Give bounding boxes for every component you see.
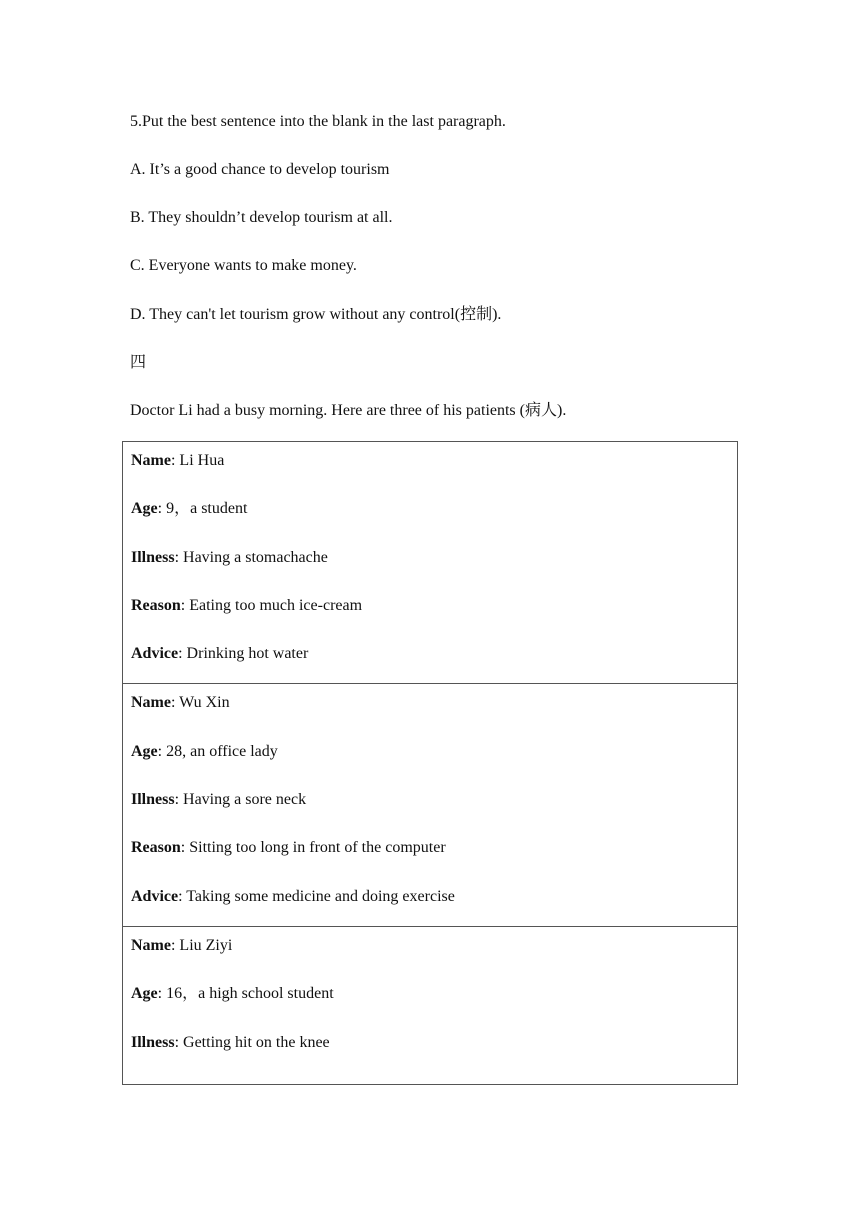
field-value: : Taking some medicine and doing exercise (178, 887, 455, 905)
patient-advice (131, 635, 729, 683)
patient-reason (131, 587, 729, 635)
field-label: Reason (131, 596, 181, 614)
patients-table (122, 441, 738, 1085)
field-value: : Having a sore neck (174, 791, 307, 809)
field-value: : Drinking hot water (178, 645, 309, 663)
option-c: C. Everyone wants to make money. (130, 257, 357, 274)
field-label: Age (131, 500, 158, 518)
field-label: Advice (131, 645, 179, 663)
field-label: Name (131, 694, 171, 712)
patient-reason (131, 829, 729, 877)
field-value: : 28, an office lady (157, 742, 278, 760)
patient-name (131, 684, 729, 732)
question-text: 5.Put the best sentence into the blank in the last paragraph. (130, 113, 506, 130)
patient-illness (131, 1024, 729, 1072)
field-value: : Liu Ziyi (170, 936, 233, 954)
patient-illness (131, 781, 729, 829)
table-row (123, 684, 738, 926)
field-label: Name (131, 936, 171, 954)
table-row (123, 442, 738, 684)
option-d: D. They can't let tourism grow without any control(控制). (130, 306, 502, 323)
patient-card-2 (123, 684, 738, 926)
field-label: Advice (131, 887, 179, 905)
field-value: : Getting hit on the knee (174, 1033, 330, 1051)
field-label: Illness (131, 791, 175, 809)
patient-card-3 (123, 926, 738, 1084)
field-value: : Sitting too long in front of the computer (180, 839, 446, 857)
field-value: : 16，a high school student (157, 985, 334, 1003)
patient-age (131, 975, 729, 1023)
table-row (123, 926, 738, 1084)
field-value: : Having a stomachache (174, 548, 328, 566)
field-label: Age (131, 742, 158, 760)
option-a: A. It’s a good chance to develop tourism (130, 161, 390, 178)
intro-text: Doctor Li had a busy morning. Here are three of his patients (病人). (130, 402, 567, 419)
field-label: Age (131, 985, 158, 1003)
field-value: : 9，a student (157, 500, 248, 518)
patient-age (131, 733, 729, 781)
patient-name (131, 927, 729, 975)
patient-illness (131, 539, 729, 587)
field-value: : Wu Xin (170, 694, 230, 712)
field-label: Reason (131, 839, 181, 857)
patient-name (131, 442, 729, 490)
patient-card-1 (123, 442, 738, 684)
patient-age (131, 490, 729, 538)
option-b: B. They shouldn’t develop tourism at all. (130, 209, 393, 226)
field-label: Illness (131, 1033, 175, 1051)
field-value: : Eating too much ice-cream (180, 596, 363, 614)
patient-advice (131, 878, 729, 926)
field-label: Name (131, 452, 171, 469)
field-value: : Li Hua (170, 452, 225, 469)
field-label: Illness (131, 548, 175, 566)
section-number: 四 (130, 354, 147, 371)
